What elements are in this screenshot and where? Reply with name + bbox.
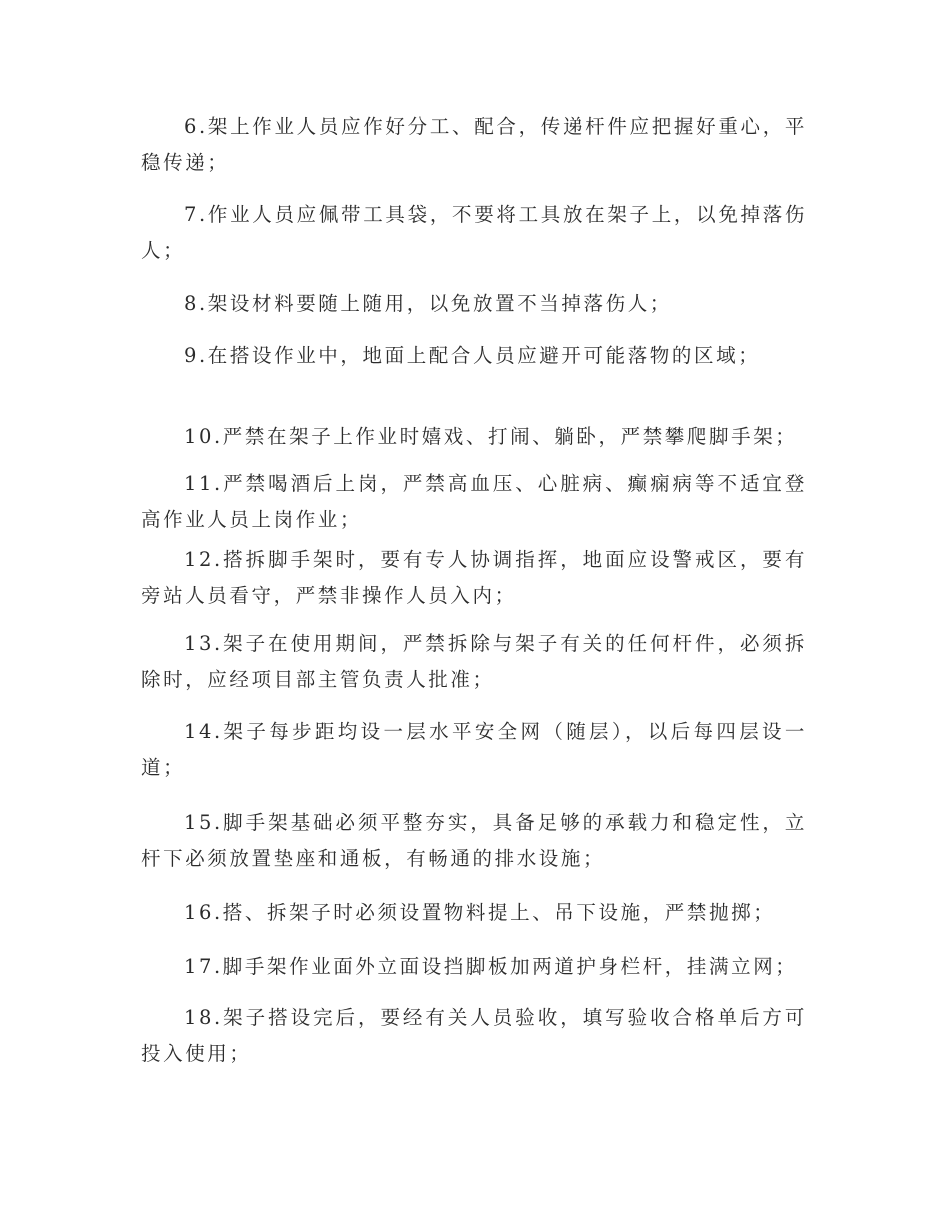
- rule-item-13: 13.架子在使用期间，严禁拆除与架子有关的任何杆件，必须拆除时，应经项目部主管负责人批准；: [141, 632, 807, 691]
- rule-item-7: 7.作业人员应佩带工具袋，不要将工具放在架子上，以免掉落伤人；: [141, 203, 807, 262]
- rule-item-8: 8.架设材料要随上随用，以免放置不当掉落伤人；: [184, 292, 672, 315]
- rule-item-17: 17.脚手架作业面外立面设挡脚板加两道护身栏杆，挂满立网；: [184, 955, 798, 978]
- rule-item-16: 16.搭、拆架子时必须设置物料提上、吊下设施，严禁抛掷；: [184, 901, 776, 924]
- rule-item-6: 6.架上作业人员应作好分工、配合，传递杆件应把握好重心，平稳传递；: [141, 115, 807, 174]
- rule-item-11: 11.严禁喝酒后上岗，严禁高血压、心脏病、癫痫病等不适宜登高作业人员上岗作业；: [141, 472, 807, 531]
- rule-item-15: 15.脚手架基础必须平整夯实，具备足够的承载力和稳定性，立杆下必须放置垫座和通板，有畅通的排水设施；: [141, 811, 807, 870]
- rule-item-18: 18.架子搭设完后，要经有关人员验收，填写验收合格单后方可投入使用；: [141, 1006, 807, 1065]
- rule-item-9: 9.在搭设作业中，地面上配合人员应避开可能落物的区域；: [184, 344, 761, 367]
- rule-item-10: 10.严禁在架子上作业时嬉戏、打闹、躺卧，严禁攀爬脚手架；: [184, 425, 798, 448]
- rule-item-12: 12.搭拆脚手架时，要有专人协调指挥，地面应设警戒区，要有旁站人员看守，严禁非操作人员入内；: [141, 548, 807, 607]
- rule-item-14: 14.架子每步距均设一层水平安全网（随层），以后每四层设一道；: [141, 720, 807, 779]
